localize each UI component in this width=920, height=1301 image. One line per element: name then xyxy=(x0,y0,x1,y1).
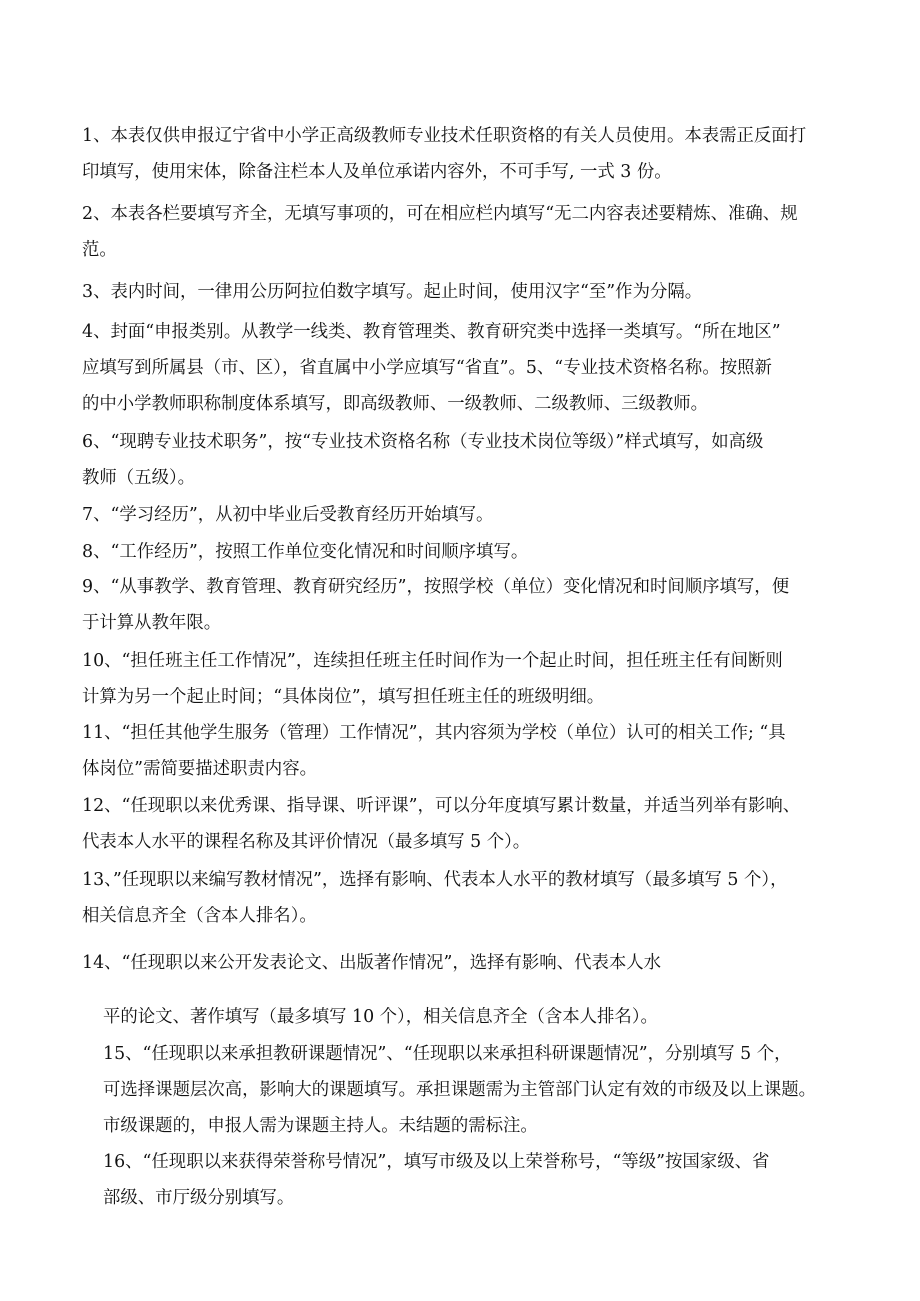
instruction-15-line-1: 15、“任现职以来承担教研课题情况”、“任现职以来承担科研课题情况”，分别填写 5 个， xyxy=(103,1044,792,1064)
instruction-12-line-2: 代表本人水平的课程名称及其评价情况（最多填写 5 个）。 xyxy=(82,832,531,852)
instruction-15 xyxy=(103,1036,816,1144)
instruction-16-line-2: 部级、市厅级分别填写。 xyxy=(103,1188,295,1208)
instruction-12 xyxy=(82,788,800,860)
instruction-11 xyxy=(82,715,786,787)
instruction-8 xyxy=(82,534,528,570)
instruction-7-line-1: 7、“学习经历”，从初中毕业后受教育经历开始填写。 xyxy=(82,505,494,525)
instruction-9-line-1: 9、“从事教学、教育管理、教育研究经历”，按照学校（单位）变化情况和时间顺序填写，便 xyxy=(82,577,790,597)
instruction-16-line-1: 16、“任现职以来获得荣誉称号情况”，填写市级及以上荣誉称号，“等级”按国家级、省 xyxy=(103,1152,770,1172)
instruction-2 xyxy=(82,196,798,268)
instruction-3-line-1: 3、表内时间，一律用公历阿拉伯数字填写。起止时间，使用汉字“至”作为分隔。 xyxy=(82,282,703,302)
instruction-15-line-2: 可选择课题层次高，影响大的课题填写。承担课题需为主管部门认定有效的市级及以上课题。 xyxy=(103,1080,817,1100)
instruction-14-line-2: 平的论文、著作填写（最多填写 10 个），相关信息齐全（含本人排名）。 xyxy=(103,1007,658,1027)
instruction-15-line-3: 市级课题的，申报人需为课题主持人。未结题的需标注。 xyxy=(103,1116,538,1136)
instruction-1-line-1: 1、本表仅供申报辽宁省中小学正高级教师专业技术任职资格的有关人员使用。本表需正反面打 xyxy=(82,126,807,146)
instruction-14-continued xyxy=(103,999,658,1035)
instruction-8-line-1: 8、“工作经历”，按照工作单位变化情况和时间顺序填写。 xyxy=(82,542,529,562)
instruction-13-line-1: 13、”任现职以来编写教材情况”，选择有影响、代表本人水平的教材填写（最多填写 5 个）， xyxy=(82,870,788,890)
instruction-10 xyxy=(82,643,783,715)
instruction-11-line-1: 11、“担任其他学生服务（管理）工作情况”，其内容须为学校（单位）认可的相关工作; “具 xyxy=(82,723,786,743)
instruction-10-line-2: 计算为另一个起止时间；“具体岗位”，填写担任班主任的班级明细。 xyxy=(82,687,605,707)
instruction-7 xyxy=(82,497,493,533)
instruction-4-line-3: 的中小学教师职称制度体系填写，即高级教师、一级教师、二级教师、三级教师。 xyxy=(82,394,709,414)
instruction-13-line-2: 相关信息齐全（含本人排名）。 xyxy=(82,906,317,926)
instruction-3 xyxy=(82,274,702,310)
instruction-10-line-1: 10、“担任班主任工作情况”，连续担任班主任时间作为一个起止时间，担任班主任有间断则 xyxy=(82,651,783,671)
instruction-4 xyxy=(82,314,781,422)
instruction-4-line-1: 4、封面“申报类别。从教学一线类、教育管理类、教育研究类中选择一类填写。“所在地区” xyxy=(82,322,781,342)
instruction-12-line-1: 12、“任现职以来优秀课、指导课、听评课”，可以分年度填写累计数量，并适当列举有影响、 xyxy=(82,796,801,816)
instruction-16 xyxy=(103,1144,769,1216)
instruction-4-line-2: 应填写到所属县（市、区），省直属中小学应填写“省直”。5、“专业技术资格名称。按照新 xyxy=(82,358,772,378)
instruction-11-line-2: 体岗位”需简要描述职责内容。 xyxy=(82,759,317,779)
instruction-13 xyxy=(82,862,787,934)
instruction-14 xyxy=(82,945,661,981)
instruction-9-line-2: 于计算从教年限。 xyxy=(82,613,222,633)
instruction-1-line-2: 印填写，使用宋体，除备注栏本人及单位承诺内容外，不可手写, 一式 3 份。 xyxy=(82,162,672,182)
instruction-6-line-2: 教师（五级）。 xyxy=(82,468,196,488)
instruction-2-line-2: 范。 xyxy=(82,240,117,260)
instruction-6-line-1: 6、“现聘专业技术职务”，按“专业技术资格名称（专业技术岗位等级）”样式填写，如高级 xyxy=(82,432,764,452)
instruction-1 xyxy=(82,118,806,190)
instruction-9 xyxy=(82,569,789,641)
instruction-2-line-1: 2、本表各栏要填写齐全，无填写事项的，可在相应栏内填写“无二内容表述要精炼、准确、规 xyxy=(82,204,798,224)
instruction-6 xyxy=(82,424,763,496)
instruction-14-line-1: 14、“任现职以来公开发表论文、出版著作情况”，选择有影响、代表本人水 xyxy=(82,953,662,973)
